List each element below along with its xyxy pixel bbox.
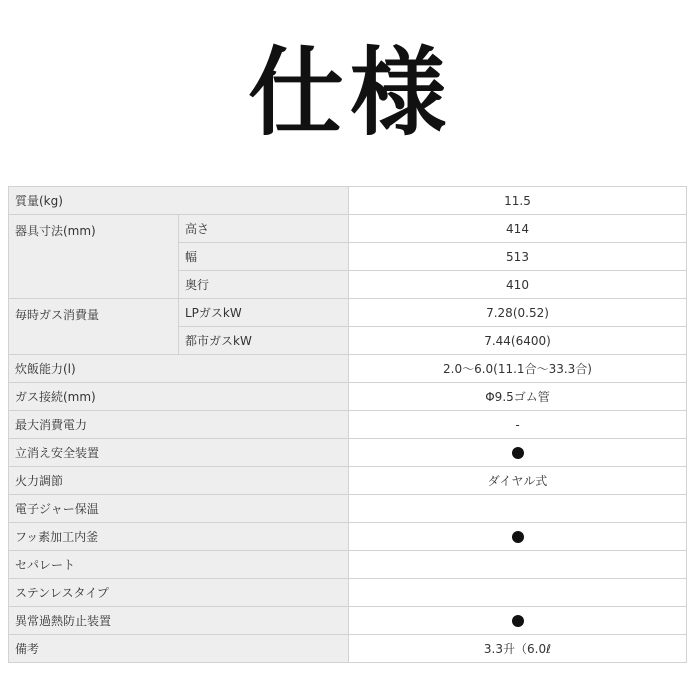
sub-label: LPガスkW [179,299,349,327]
spec-table [8,186,687,663]
table-row-safety-device [9,439,687,467]
row-value [349,607,687,635]
table-row-electronic-jar [9,495,687,523]
row-value [349,551,687,579]
row-label: 火力調節 [9,467,349,495]
row-value: 513 [349,243,687,271]
row-value [349,439,687,467]
row-value: 11.5 [349,187,687,215]
row-value: - [349,411,687,439]
row-value [349,579,687,607]
row-label: セパレート [9,551,349,579]
table-row-capacity [9,355,687,383]
table-row-separate [9,551,687,579]
page-title: 仕様 [248,37,452,149]
table-row-notes [9,635,687,663]
table-row-stainless [9,579,687,607]
sub-label: 幅 [179,243,349,271]
row-label: 異常過熱防止装置 [9,607,349,635]
row-value: Φ9.5ゴム管 [349,383,687,411]
table-row-height [9,215,687,243]
row-value: 2.0〜6.0(11.1合〜33.3合) [349,355,687,383]
sub-label: 奥行 [179,271,349,299]
row-value [349,523,687,551]
sub-label: 高さ [179,215,349,243]
table-row-fluorine-pot [9,523,687,551]
row-label: 備考 [9,635,349,663]
table-row-weight [9,187,687,215]
row-label: ステンレスタイプ [9,579,349,607]
row-label: ガス接続(mm) [9,383,349,411]
table-row-gas-connection [9,383,687,411]
row-label: 質量(kg) [9,187,349,215]
yes-dot-icon [512,615,524,627]
row-value: ダイヤル式 [349,467,687,495]
row-label: 器具寸法(mm) [9,215,179,299]
row-value: 7.28(0.52) [349,299,687,327]
row-label: 毎時ガス消費量 [9,299,179,355]
table-row-lp-gas [9,299,687,327]
yes-dot-icon [512,531,524,543]
row-value [349,495,687,523]
row-label: 立消え安全装置 [9,439,349,467]
yes-dot-icon [512,447,524,459]
row-value: 410 [349,271,687,299]
table-row-overheat-prevention [9,607,687,635]
row-value: 7.44(6400) [349,327,687,355]
table-row-max-power [9,411,687,439]
sub-label: 都市ガスkW [179,327,349,355]
row-label: 最大消費電力 [9,411,349,439]
row-label: 電子ジャー保温 [9,495,349,523]
row-label: 炊飯能力(l) [9,355,349,383]
row-value: 3.3升（6.0ℓ [349,635,687,663]
row-value: 414 [349,215,687,243]
row-label: フッ素加工内釜 [9,523,349,551]
table-row-heat-control [9,467,687,495]
